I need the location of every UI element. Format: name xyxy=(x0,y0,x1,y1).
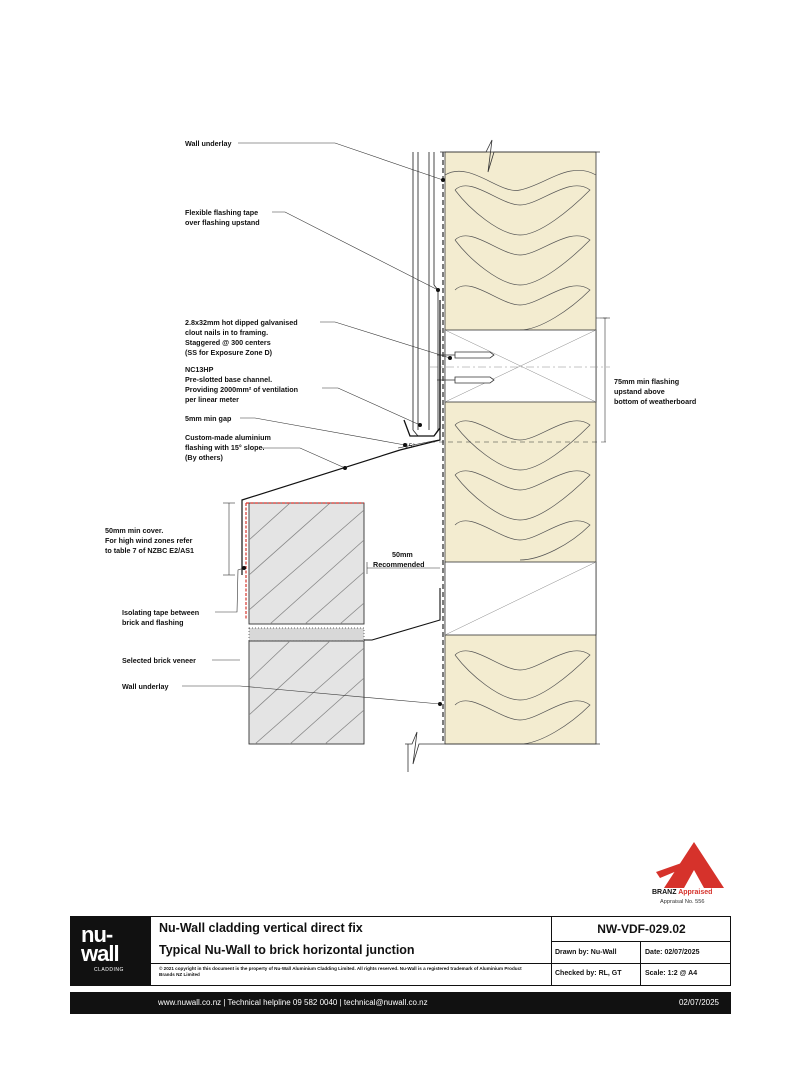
label-min-gap: 5mm min gap xyxy=(185,414,232,423)
label-angle: 15° xyxy=(405,443,415,450)
drawing-title: Nu-Wall cladding vertical direct fix xyxy=(159,921,363,935)
logo-line-1: nu- xyxy=(81,922,113,947)
label-recommended-text: Recommended xyxy=(373,560,425,569)
footer-contact-links[interactable]: www.nuwall.co.nz | Technical helpline 09 582 0040 | technical@nuwall.co.nz xyxy=(158,998,428,1007)
mortar-joint xyxy=(249,628,364,641)
label-flexible-flashing-tape-1: Flexible flashing tape xyxy=(185,208,259,217)
nuwall-logo xyxy=(71,917,151,985)
drawing-subtitle: Typical Nu-Wall to brick horizontal junction xyxy=(159,943,415,957)
title-block xyxy=(70,916,731,986)
label-upstand-2: upstand above xyxy=(614,387,665,396)
label-recommended-value: 50mm xyxy=(392,550,413,559)
label-flashing-1: Custom-made aluminium xyxy=(185,433,271,442)
drawing-number: NW-VDF-029.02 xyxy=(552,917,731,942)
branz-appraised-badge xyxy=(646,842,730,908)
label-nails-4: (SS for Exposure Zone D) xyxy=(185,348,273,357)
label-brick-veneer: Selected brick veneer xyxy=(122,656,196,665)
logo-line-3: CLADDING xyxy=(94,967,124,973)
footer-bar xyxy=(70,992,731,1014)
branz-logo-icon xyxy=(650,842,724,888)
label-flexible-flashing-tape-2: over flashing upstand xyxy=(185,218,260,227)
drawn-by: Drawn by: Nu-Wall xyxy=(555,949,617,956)
label-nails-2: clout nails in to framing. xyxy=(185,328,269,337)
label-cover-2: For high wind zones refer xyxy=(105,536,193,545)
timber-nogging-upper xyxy=(430,330,610,402)
label-nails-3: Staggered @ 300 centers xyxy=(185,338,271,347)
label-channel-2: Providing 2000mm² of ventilation xyxy=(185,385,299,394)
branz-appraised: Appraised xyxy=(678,889,713,896)
title-meta xyxy=(552,917,731,985)
title-divider xyxy=(151,963,551,964)
label-flashing-2: flashing with 15° slope. xyxy=(185,443,265,452)
copyright-notice: © 2021 copyright in this document is the property of Nu-Wall Aluminium Cladding Limited. All rights reserved. Nu-Wall is a registered trademark of Aluminium Product Brands NZ Limited xyxy=(159,966,522,977)
leader-dots xyxy=(242,178,452,706)
label-isolating-2: brick and flashing xyxy=(122,618,184,627)
drawing-scale: Scale: 1:2 @ A4 xyxy=(645,970,698,977)
label-isolating-1: Isolating tape between xyxy=(122,608,200,617)
label-upstand-3: bottom of weatherboard xyxy=(614,397,697,406)
drawing-date: Date: 02/07/2025 xyxy=(645,949,700,956)
cladding-panel xyxy=(413,152,438,436)
branz-appraisal-number: Appraisal No. 556 xyxy=(660,899,705,905)
label-wall-underlay-top: Wall underlay xyxy=(185,139,232,148)
label-wall-underlay-bottom: Wall underlay xyxy=(122,682,169,691)
label-cover-1: 50mm min cover. xyxy=(105,526,164,535)
logo-line-2: wall xyxy=(81,941,119,966)
insulation-frame xyxy=(445,152,596,744)
branz-text xyxy=(652,889,712,896)
title-main xyxy=(151,917,551,985)
meta-row-divider xyxy=(552,963,731,964)
footer-date: 02/07/2025 xyxy=(678,998,719,1007)
checked-by: Checked by: RL, GT xyxy=(555,970,622,977)
label-channel-3: per linear meter xyxy=(185,395,239,404)
label-channel-1: Pre-slotted base channel. xyxy=(185,375,273,384)
label-nails-1: 2.8x32mm hot dipped galvanised xyxy=(185,318,298,327)
label-cover-3: to table 7 of NZBC E2/AS1 xyxy=(105,546,195,555)
label-upstand-1: 75mm min flashing xyxy=(614,377,680,386)
brick-veneer-lower xyxy=(249,641,364,744)
label-flashing-3: (By others) xyxy=(185,453,223,462)
branz-brand: BRANZ xyxy=(652,889,677,896)
brick-veneer-upper xyxy=(249,503,364,624)
timber-nogging-lower xyxy=(445,562,596,635)
label-channel-code: NC13HP xyxy=(185,365,214,374)
